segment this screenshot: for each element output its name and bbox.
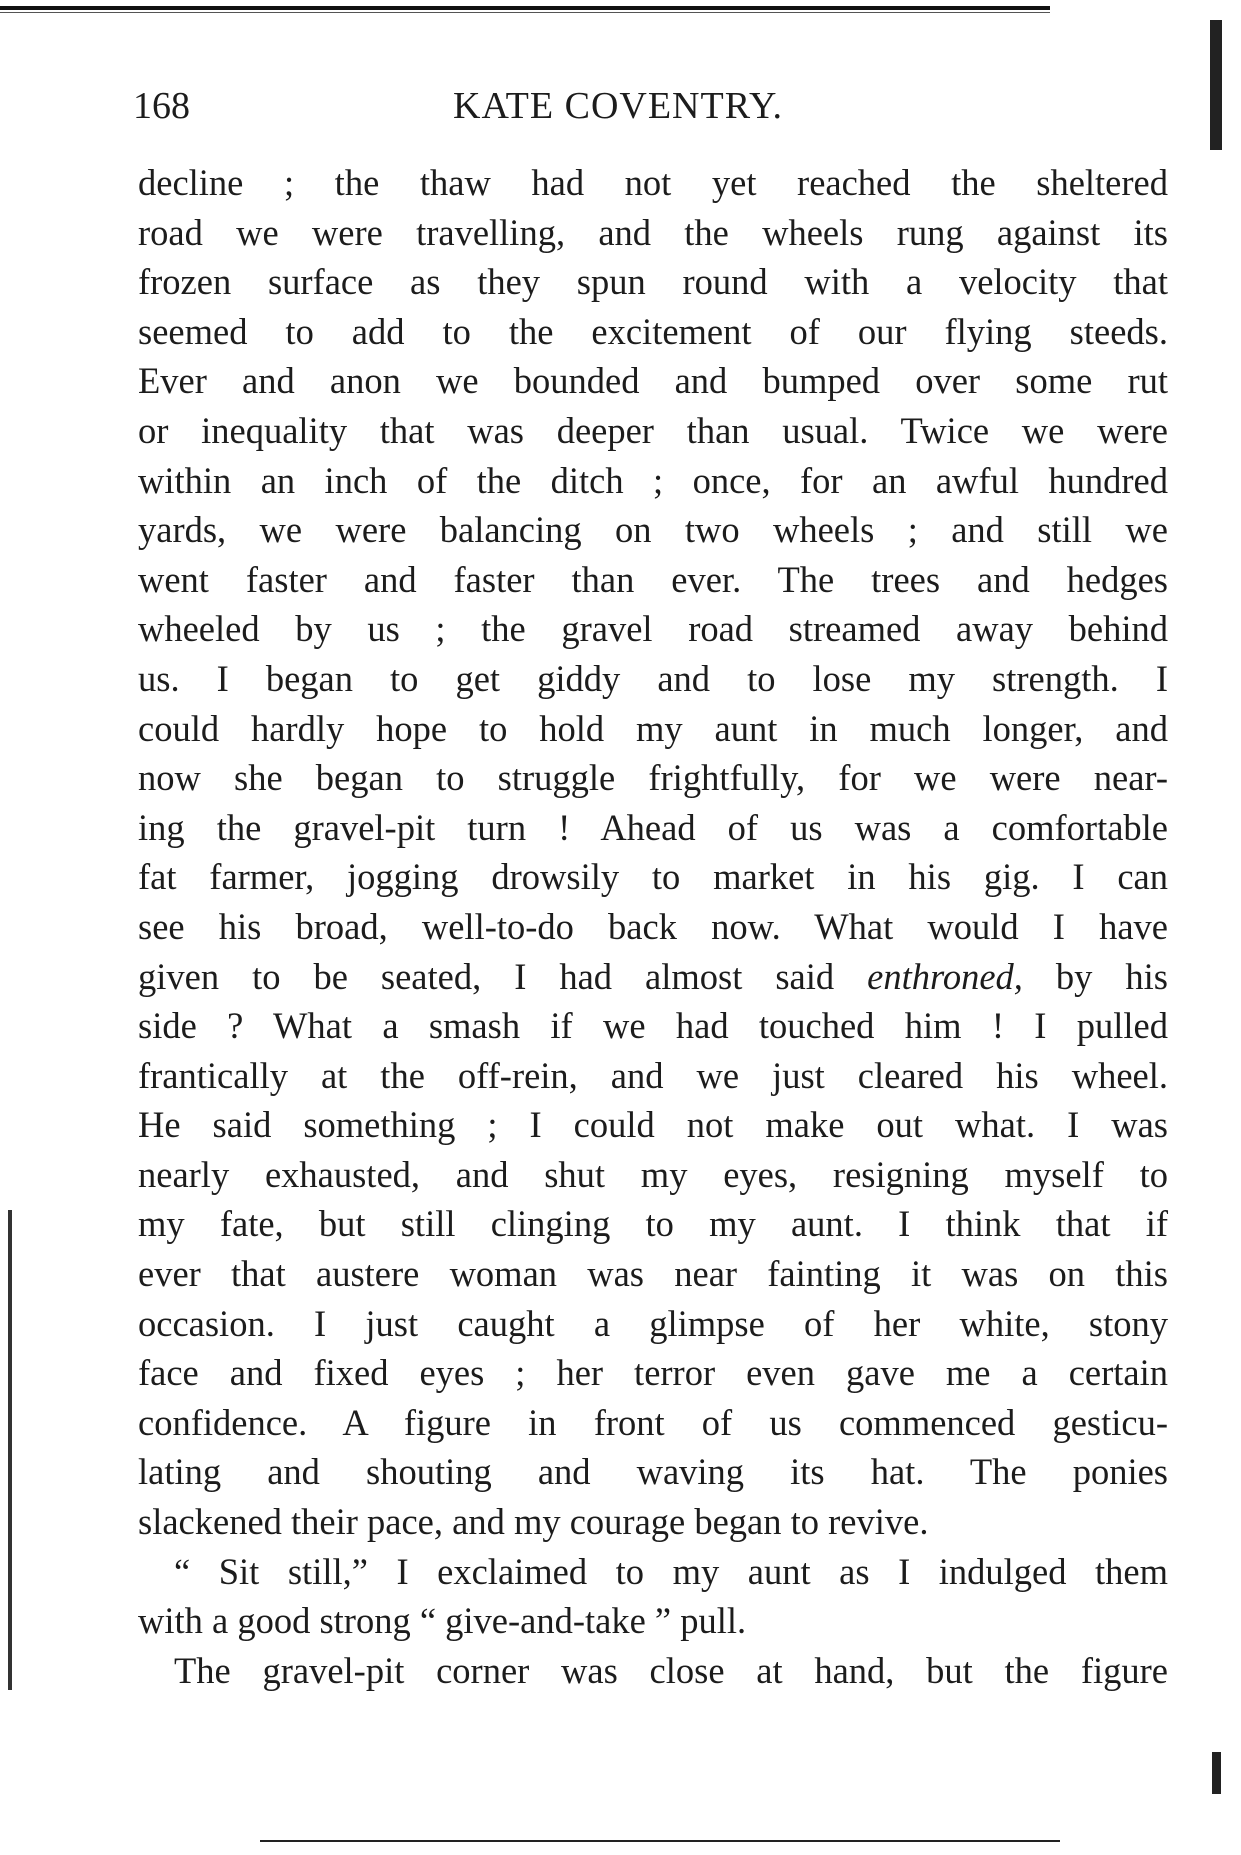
top-border-rule <box>0 6 1050 10</box>
text-line: nearly exhausted, and shut my eyes, resigning myself to <box>138 1153 1168 1195</box>
text-line: frozen surface as they spun round with a velocity that <box>138 261 1168 303</box>
text-line: confidence. A figure in front of us commenced gesticu- <box>138 1401 1168 1443</box>
text-line: face and fixed eyes ; her terror even gave me a certain <box>138 1352 1168 1394</box>
text-line <box>138 952 1168 1002</box>
text-line: with a good strong “ give-and-take ” pull. <box>138 1600 747 1642</box>
text-line: my fate, but still clinging to my aunt. I think that if <box>138 1203 1168 1245</box>
text-line: within an inch of the ditch ; once, for an awful hundred <box>138 459 1168 501</box>
text-line: ever that austere woman was near fainting it was on this <box>138 1253 1168 1295</box>
page-header <box>133 84 1073 144</box>
text-run: by his <box>1022 955 1168 997</box>
page-number: 168 <box>133 85 190 127</box>
text-line: now she began to struggle frightfully, for we were near- <box>138 757 1168 799</box>
body-text <box>138 158 1168 1695</box>
paragraph-first-line: The gravel-pit corner was close at hand, but the figure <box>174 1649 1168 1691</box>
text-line: fat farmer, jogging drowsily to market in his gig. I can <box>138 856 1168 898</box>
text-line: went faster and faster than ever. The trees and hedges <box>138 558 1168 600</box>
scan-edge-mark <box>1212 1752 1221 1794</box>
text-line: lating and shouting and waving its hat. The ponies <box>138 1451 1168 1493</box>
text-line: wheeled by us ; the gravel road streamed away behind <box>138 608 1168 650</box>
text-line: side ? What a smash if we had touched him ! I pulled <box>138 1005 1168 1047</box>
text-line: Ever and anon we bounded and bumped over some rut <box>138 360 1168 402</box>
scan-edge-mark <box>8 1210 12 1690</box>
top-border-rule-thin <box>0 12 1050 13</box>
paragraph-first-line: “ Sit still,” I exclaimed to my aunt as I indulged them <box>174 1550 1168 1592</box>
text-line: us. I began to get giddy and to lose my strength. I <box>138 657 1168 699</box>
scan-edge-mark <box>1210 20 1222 150</box>
text-line: frantically at the off-rein, and we just cleared his wheel. <box>138 1054 1168 1096</box>
text-line: occasion. I just caught a glimpse of her white, stony <box>138 1302 1168 1344</box>
text-line: could hardly hope to hold my aunt in much longer, and <box>138 707 1168 749</box>
bottom-border-rule <box>260 1840 1060 1842</box>
text-run: given to be seated, I had almost said <box>138 955 868 997</box>
text-line: ing the gravel-pit turn ! Ahead of us was a comfortable <box>138 806 1168 848</box>
text-line: seemed to add to the excitement of our flying steeds. <box>138 310 1168 352</box>
text-line: He said something ; I could not make out what. I was <box>138 1104 1168 1146</box>
text-line: decline ; the thaw had not yet reached the sheltered <box>138 162 1168 203</box>
text-line: or inequality that was deeper than usual. Twice we were <box>138 409 1168 451</box>
text-line: yards, we were balancing on two wheels ; and still we <box>138 509 1168 551</box>
text-line: road we were travelling, and the wheels rung against its <box>138 211 1168 253</box>
text-line: see his broad, well-to-do back now. What would I have <box>138 905 1168 947</box>
emphasized-word: enthroned, <box>867 955 1023 997</box>
text-line: slackened their pace, and my courage began to revive. <box>138 1501 929 1543</box>
running-title: KATE COVENTRY. <box>453 85 783 127</box>
